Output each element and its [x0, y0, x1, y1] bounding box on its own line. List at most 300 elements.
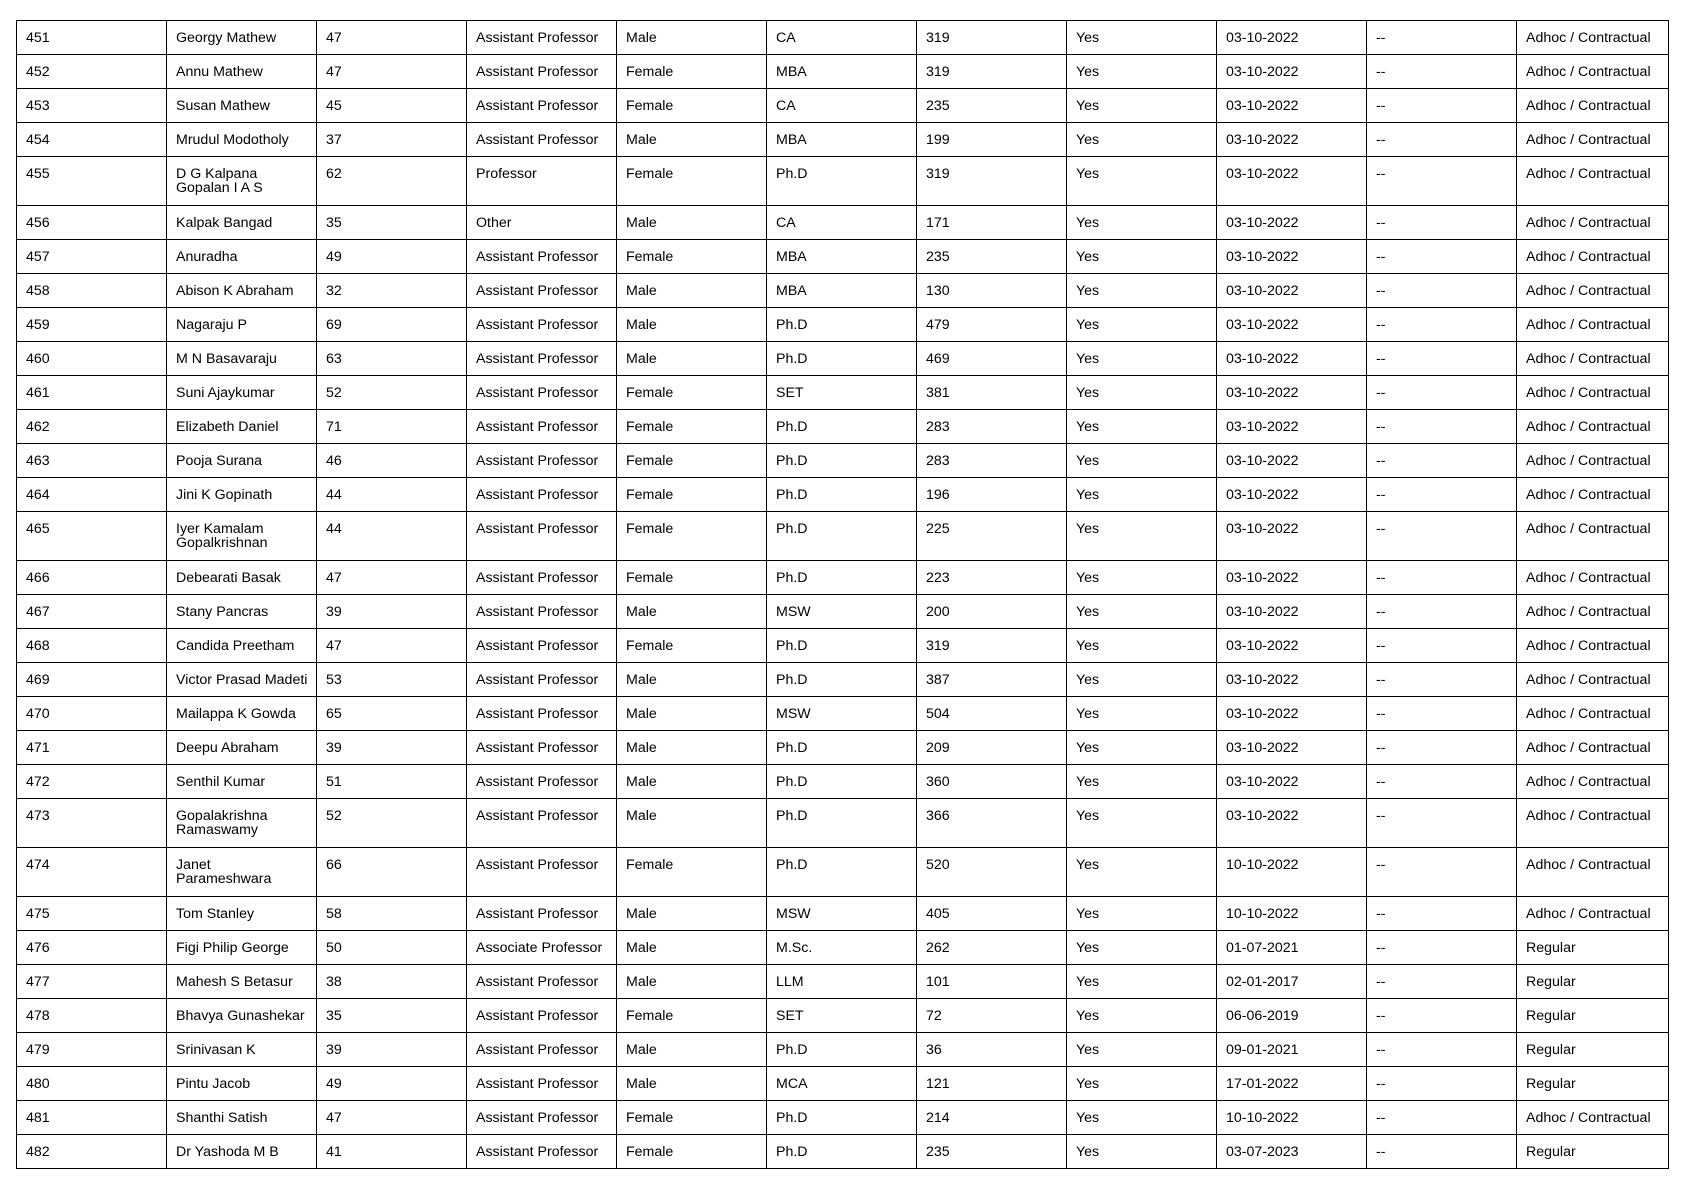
- joining-date-cell: 03-10-2022: [1217, 595, 1367, 629]
- qualification-cell: MSW: [767, 697, 917, 731]
- joining-date-cell: 03-10-2022: [1217, 376, 1367, 410]
- appointment-type-cell: Adhoc / Contractual: [1517, 765, 1669, 799]
- designation-cell: Assistant Professor: [467, 444, 617, 478]
- designation-cell: Assistant Professor: [467, 55, 617, 89]
- age-cell: 50: [317, 931, 467, 965]
- appointment-type-cell: Adhoc / Contractual: [1517, 512, 1669, 561]
- leaving-date-cell: --: [1367, 765, 1517, 799]
- qualification-cell: Ph.D: [767, 157, 917, 206]
- serial-number-cell: 472: [17, 765, 167, 799]
- serial-number-cell: 470: [17, 697, 167, 731]
- joining-date-cell: 02-01-2017: [1217, 965, 1367, 999]
- table-row: [17, 240, 1669, 274]
- table-row: [17, 123, 1669, 157]
- joining-date-cell: 03-10-2022: [1217, 410, 1367, 444]
- gender-cell: Female: [617, 89, 767, 123]
- appointment-type-cell: Adhoc / Contractual: [1517, 123, 1669, 157]
- gender-cell: Male: [617, 1033, 767, 1067]
- appointment-type-cell: Adhoc / Contractual: [1517, 595, 1669, 629]
- serial-number-cell: 459: [17, 308, 167, 342]
- designation-cell: Associate Professor: [467, 931, 617, 965]
- table-row: [17, 206, 1669, 240]
- age-cell: 47: [317, 21, 467, 55]
- age-cell: 51: [317, 765, 467, 799]
- status-cell: Yes: [1067, 123, 1217, 157]
- designation-cell: Assistant Professor: [467, 629, 617, 663]
- age-cell: 44: [317, 512, 467, 561]
- serial-number-cell: 453: [17, 89, 167, 123]
- qualification-cell: MCA: [767, 1067, 917, 1101]
- status-cell: Yes: [1067, 342, 1217, 376]
- status-cell: Yes: [1067, 157, 1217, 206]
- leaving-date-cell: --: [1367, 240, 1517, 274]
- age-cell: 71: [317, 410, 467, 444]
- qualification-cell: SET: [767, 999, 917, 1033]
- joining-date-cell: 01-07-2021: [1217, 931, 1367, 965]
- faculty-name-cell: Figi Philip George: [167, 931, 317, 965]
- table-row: [17, 21, 1669, 55]
- gender-cell: Male: [617, 308, 767, 342]
- experience-cell: 101: [917, 965, 1067, 999]
- age-cell: 45: [317, 89, 467, 123]
- serial-number-cell: 463: [17, 444, 167, 478]
- faculty-name-cell: Mahesh S Betasur: [167, 965, 317, 999]
- faculty-name-cell: Kalpak Bangad: [167, 206, 317, 240]
- serial-number-cell: 479: [17, 1033, 167, 1067]
- serial-number-cell: 475: [17, 897, 167, 931]
- experience-cell: 200: [917, 595, 1067, 629]
- leaving-date-cell: --: [1367, 731, 1517, 765]
- table-row: [17, 561, 1669, 595]
- gender-cell: Male: [617, 697, 767, 731]
- serial-number-cell: 481: [17, 1101, 167, 1135]
- serial-number-cell: 461: [17, 376, 167, 410]
- faculty-name-cell: Anuradha: [167, 240, 317, 274]
- serial-number-cell: 467: [17, 595, 167, 629]
- table-row: [17, 89, 1669, 123]
- leaving-date-cell: --: [1367, 21, 1517, 55]
- qualification-cell: MSW: [767, 595, 917, 629]
- faculty-name-cell: Stany Pancras: [167, 595, 317, 629]
- designation-cell: Assistant Professor: [467, 848, 617, 897]
- experience-cell: 360: [917, 765, 1067, 799]
- appointment-type-cell: Adhoc / Contractual: [1517, 274, 1669, 308]
- serial-number-cell: 471: [17, 731, 167, 765]
- leaving-date-cell: --: [1367, 512, 1517, 561]
- table-row: [17, 157, 1669, 206]
- designation-cell: Assistant Professor: [467, 512, 617, 561]
- faculty-name-cell: Mailappa K Gowda: [167, 697, 317, 731]
- status-cell: Yes: [1067, 1067, 1217, 1101]
- appointment-type-cell: Adhoc / Contractual: [1517, 410, 1669, 444]
- gender-cell: Male: [617, 731, 767, 765]
- table-row: [17, 512, 1669, 561]
- leaving-date-cell: --: [1367, 410, 1517, 444]
- status-cell: Yes: [1067, 410, 1217, 444]
- age-cell: 47: [317, 629, 467, 663]
- joining-date-cell: 03-10-2022: [1217, 123, 1367, 157]
- status-cell: Yes: [1067, 965, 1217, 999]
- joining-date-cell: 03-10-2022: [1217, 274, 1367, 308]
- faculty-name-cell: Iyer Kamalam Gopalkrishnan: [167, 512, 317, 561]
- qualification-cell: Ph.D: [767, 663, 917, 697]
- serial-number-cell: 480: [17, 1067, 167, 1101]
- faculty-name-cell: Victor Prasad Madeti: [167, 663, 317, 697]
- designation-cell: Other: [467, 206, 617, 240]
- age-cell: 35: [317, 999, 467, 1033]
- age-cell: 37: [317, 123, 467, 157]
- experience-cell: 504: [917, 697, 1067, 731]
- qualification-cell: M.Sc.: [767, 931, 917, 965]
- experience-cell: 366: [917, 799, 1067, 848]
- age-cell: 39: [317, 595, 467, 629]
- age-cell: 49: [317, 240, 467, 274]
- qualification-cell: Ph.D: [767, 410, 917, 444]
- designation-cell: Assistant Professor: [467, 1033, 617, 1067]
- qualification-cell: Ph.D: [767, 444, 917, 478]
- serial-number-cell: 452: [17, 55, 167, 89]
- serial-number-cell: 456: [17, 206, 167, 240]
- experience-cell: 196: [917, 478, 1067, 512]
- leaving-date-cell: --: [1367, 897, 1517, 931]
- age-cell: 53: [317, 663, 467, 697]
- qualification-cell: Ph.D: [767, 848, 917, 897]
- experience-cell: 319: [917, 55, 1067, 89]
- gender-cell: Male: [617, 123, 767, 157]
- table-row: [17, 999, 1669, 1033]
- joining-date-cell: 10-10-2022: [1217, 897, 1367, 931]
- gender-cell: Female: [617, 478, 767, 512]
- serial-number-cell: 457: [17, 240, 167, 274]
- faculty-name-cell: Janet Parameshwara: [167, 848, 317, 897]
- status-cell: Yes: [1067, 595, 1217, 629]
- experience-cell: 469: [917, 342, 1067, 376]
- appointment-type-cell: Adhoc / Contractual: [1517, 206, 1669, 240]
- designation-cell: Assistant Professor: [467, 274, 617, 308]
- joining-date-cell: 03-10-2022: [1217, 240, 1367, 274]
- leaving-date-cell: --: [1367, 55, 1517, 89]
- appointment-type-cell: Regular: [1517, 1135, 1669, 1169]
- leaving-date-cell: --: [1367, 965, 1517, 999]
- age-cell: 62: [317, 157, 467, 206]
- qualification-cell: LLM: [767, 965, 917, 999]
- designation-cell: Assistant Professor: [467, 21, 617, 55]
- joining-date-cell: 03-10-2022: [1217, 308, 1367, 342]
- joining-date-cell: 03-10-2022: [1217, 444, 1367, 478]
- appointment-type-cell: Adhoc / Contractual: [1517, 731, 1669, 765]
- table-row: [17, 931, 1669, 965]
- gender-cell: Female: [617, 444, 767, 478]
- serial-number-cell: 478: [17, 999, 167, 1033]
- leaving-date-cell: --: [1367, 123, 1517, 157]
- gender-cell: Male: [617, 799, 767, 848]
- joining-date-cell: 09-01-2021: [1217, 1033, 1367, 1067]
- table-row: [17, 731, 1669, 765]
- faculty-name-cell: Debearati Basak: [167, 561, 317, 595]
- faculty-name-cell: Jini K Gopinath: [167, 478, 317, 512]
- status-cell: Yes: [1067, 731, 1217, 765]
- faculty-name-cell: Elizabeth Daniel: [167, 410, 317, 444]
- experience-cell: 199: [917, 123, 1067, 157]
- qualification-cell: Ph.D: [767, 561, 917, 595]
- joining-date-cell: 03-10-2022: [1217, 697, 1367, 731]
- joining-date-cell: 03-10-2022: [1217, 799, 1367, 848]
- age-cell: 66: [317, 848, 467, 897]
- leaving-date-cell: --: [1367, 799, 1517, 848]
- gender-cell: Male: [617, 897, 767, 931]
- serial-number-cell: 469: [17, 663, 167, 697]
- joining-date-cell: 06-06-2019: [1217, 999, 1367, 1033]
- leaving-date-cell: --: [1367, 342, 1517, 376]
- appointment-type-cell: Adhoc / Contractual: [1517, 629, 1669, 663]
- qualification-cell: Ph.D: [767, 1135, 917, 1169]
- table-row: [17, 799, 1669, 848]
- serial-number-cell: 473: [17, 799, 167, 848]
- status-cell: Yes: [1067, 55, 1217, 89]
- table-row: [17, 897, 1669, 931]
- serial-number-cell: 468: [17, 629, 167, 663]
- age-cell: 39: [317, 731, 467, 765]
- designation-cell: Assistant Professor: [467, 965, 617, 999]
- status-cell: Yes: [1067, 206, 1217, 240]
- designation-cell: Assistant Professor: [467, 999, 617, 1033]
- gender-cell: Female: [617, 376, 767, 410]
- age-cell: 32: [317, 274, 467, 308]
- gender-cell: Male: [617, 342, 767, 376]
- age-cell: 47: [317, 1101, 467, 1135]
- qualification-cell: Ph.D: [767, 799, 917, 848]
- appointment-type-cell: Adhoc / Contractual: [1517, 240, 1669, 274]
- serial-number-cell: 460: [17, 342, 167, 376]
- appointment-type-cell: Adhoc / Contractual: [1517, 342, 1669, 376]
- appointment-type-cell: Adhoc / Contractual: [1517, 478, 1669, 512]
- age-cell: 44: [317, 478, 467, 512]
- table-row: [17, 765, 1669, 799]
- table-row: [17, 663, 1669, 697]
- table-row: [17, 410, 1669, 444]
- status-cell: Yes: [1067, 848, 1217, 897]
- qualification-cell: MBA: [767, 123, 917, 157]
- age-cell: 39: [317, 1033, 467, 1067]
- joining-date-cell: 03-10-2022: [1217, 89, 1367, 123]
- joining-date-cell: 03-10-2022: [1217, 478, 1367, 512]
- faculty-name-cell: Annu Mathew: [167, 55, 317, 89]
- status-cell: Yes: [1067, 308, 1217, 342]
- experience-cell: 381: [917, 376, 1067, 410]
- designation-cell: Assistant Professor: [467, 663, 617, 697]
- leaving-date-cell: --: [1367, 157, 1517, 206]
- joining-date-cell: 03-10-2022: [1217, 561, 1367, 595]
- document-page: [16, 20, 1668, 1169]
- status-cell: Yes: [1067, 1033, 1217, 1067]
- qualification-cell: Ph.D: [767, 478, 917, 512]
- status-cell: Yes: [1067, 765, 1217, 799]
- appointment-type-cell: Adhoc / Contractual: [1517, 157, 1669, 206]
- appointment-type-cell: Adhoc / Contractual: [1517, 697, 1669, 731]
- appointment-type-cell: Adhoc / Contractual: [1517, 89, 1669, 123]
- gender-cell: Male: [617, 663, 767, 697]
- leaving-date-cell: --: [1367, 444, 1517, 478]
- gender-cell: Female: [617, 55, 767, 89]
- joining-date-cell: 03-10-2022: [1217, 663, 1367, 697]
- leaving-date-cell: --: [1367, 89, 1517, 123]
- appointment-type-cell: Regular: [1517, 1067, 1669, 1101]
- designation-cell: Assistant Professor: [467, 1135, 617, 1169]
- gender-cell: Female: [617, 410, 767, 444]
- designation-cell: Assistant Professor: [467, 697, 617, 731]
- designation-cell: Assistant Professor: [467, 595, 617, 629]
- table-row: [17, 274, 1669, 308]
- gender-cell: Male: [617, 274, 767, 308]
- leaving-date-cell: --: [1367, 478, 1517, 512]
- serial-number-cell: 482: [17, 1135, 167, 1169]
- joining-date-cell: 03-10-2022: [1217, 342, 1367, 376]
- table-row: [17, 697, 1669, 731]
- leaving-date-cell: --: [1367, 697, 1517, 731]
- age-cell: 47: [317, 561, 467, 595]
- appointment-type-cell: Adhoc / Contractual: [1517, 376, 1669, 410]
- joining-date-cell: 03-10-2022: [1217, 731, 1367, 765]
- gender-cell: Male: [617, 931, 767, 965]
- designation-cell: Assistant Professor: [467, 478, 617, 512]
- status-cell: Yes: [1067, 663, 1217, 697]
- qualification-cell: Ph.D: [767, 308, 917, 342]
- joining-date-cell: 03-10-2022: [1217, 21, 1367, 55]
- experience-cell: 235: [917, 1135, 1067, 1169]
- designation-cell: Assistant Professor: [467, 123, 617, 157]
- status-cell: Yes: [1067, 799, 1217, 848]
- qualification-cell: CA: [767, 89, 917, 123]
- faculty-name-cell: Susan Mathew: [167, 89, 317, 123]
- experience-cell: 235: [917, 240, 1067, 274]
- qualification-cell: CA: [767, 206, 917, 240]
- faculty-name-cell: Pooja Surana: [167, 444, 317, 478]
- leaving-date-cell: --: [1367, 1101, 1517, 1135]
- age-cell: 69: [317, 308, 467, 342]
- faculty-name-cell: Tom Stanley: [167, 897, 317, 931]
- faculty-name-cell: Bhavya Gunashekar: [167, 999, 317, 1033]
- appointment-type-cell: Adhoc / Contractual: [1517, 663, 1669, 697]
- table-row: [17, 595, 1669, 629]
- appointment-type-cell: Adhoc / Contractual: [1517, 1101, 1669, 1135]
- status-cell: Yes: [1067, 89, 1217, 123]
- gender-cell: Female: [617, 561, 767, 595]
- status-cell: Yes: [1067, 999, 1217, 1033]
- faculty-name-cell: Dr Yashoda M B: [167, 1135, 317, 1169]
- qualification-cell: Ph.D: [767, 629, 917, 663]
- faculty-table: [16, 20, 1669, 1169]
- gender-cell: Male: [617, 765, 767, 799]
- designation-cell: Assistant Professor: [467, 765, 617, 799]
- joining-date-cell: 10-10-2022: [1217, 848, 1367, 897]
- experience-cell: 72: [917, 999, 1067, 1033]
- experience-cell: 262: [917, 931, 1067, 965]
- status-cell: Yes: [1067, 1101, 1217, 1135]
- joining-date-cell: 03-10-2022: [1217, 512, 1367, 561]
- experience-cell: 319: [917, 21, 1067, 55]
- appointment-type-cell: Adhoc / Contractual: [1517, 444, 1669, 478]
- faculty-name-cell: Senthil Kumar: [167, 765, 317, 799]
- table-row: [17, 444, 1669, 478]
- status-cell: Yes: [1067, 697, 1217, 731]
- age-cell: 46: [317, 444, 467, 478]
- gender-cell: Female: [617, 512, 767, 561]
- joining-date-cell: 10-10-2022: [1217, 1101, 1367, 1135]
- age-cell: 65: [317, 697, 467, 731]
- appointment-type-cell: Regular: [1517, 965, 1669, 999]
- status-cell: Yes: [1067, 629, 1217, 663]
- age-cell: 52: [317, 799, 467, 848]
- leaving-date-cell: --: [1367, 629, 1517, 663]
- qualification-cell: SET: [767, 376, 917, 410]
- appointment-type-cell: Regular: [1517, 931, 1669, 965]
- appointment-type-cell: Adhoc / Contractual: [1517, 848, 1669, 897]
- leaving-date-cell: --: [1367, 1135, 1517, 1169]
- leaving-date-cell: --: [1367, 848, 1517, 897]
- designation-cell: Assistant Professor: [467, 561, 617, 595]
- qualification-cell: MBA: [767, 55, 917, 89]
- experience-cell: 283: [917, 410, 1067, 444]
- age-cell: 35: [317, 206, 467, 240]
- gender-cell: Female: [617, 999, 767, 1033]
- serial-number-cell: 464: [17, 478, 167, 512]
- status-cell: Yes: [1067, 21, 1217, 55]
- status-cell: Yes: [1067, 897, 1217, 931]
- experience-cell: 225: [917, 512, 1067, 561]
- table-row: [17, 478, 1669, 512]
- qualification-cell: Ph.D: [767, 765, 917, 799]
- experience-cell: 405: [917, 897, 1067, 931]
- faculty-name-cell: Srinivasan K: [167, 1033, 317, 1067]
- status-cell: Yes: [1067, 561, 1217, 595]
- designation-cell: Assistant Professor: [467, 240, 617, 274]
- qualification-cell: Ph.D: [767, 1033, 917, 1067]
- faculty-name-cell: Deepu Abraham: [167, 731, 317, 765]
- leaving-date-cell: --: [1367, 595, 1517, 629]
- experience-cell: 209: [917, 731, 1067, 765]
- qualification-cell: Ph.D: [767, 1101, 917, 1135]
- qualification-cell: CA: [767, 21, 917, 55]
- appointment-type-cell: Regular: [1517, 999, 1669, 1033]
- experience-cell: 479: [917, 308, 1067, 342]
- serial-number-cell: 465: [17, 512, 167, 561]
- leaving-date-cell: --: [1367, 376, 1517, 410]
- joining-date-cell: 03-10-2022: [1217, 765, 1367, 799]
- gender-cell: Female: [617, 240, 767, 274]
- joining-date-cell: 03-10-2022: [1217, 55, 1367, 89]
- experience-cell: 130: [917, 274, 1067, 308]
- faculty-name-cell: Gopalakrishna Ramaswamy: [167, 799, 317, 848]
- faculty-name-cell: Shanthi Satish: [167, 1101, 317, 1135]
- table-row: [17, 629, 1669, 663]
- serial-number-cell: 454: [17, 123, 167, 157]
- designation-cell: Assistant Professor: [467, 897, 617, 931]
- serial-number-cell: 462: [17, 410, 167, 444]
- experience-cell: 319: [917, 157, 1067, 206]
- designation-cell: Assistant Professor: [467, 308, 617, 342]
- faculty-name-cell: D G Kalpana Gopalan I A S: [167, 157, 317, 206]
- experience-cell: 121: [917, 1067, 1067, 1101]
- designation-cell: Assistant Professor: [467, 799, 617, 848]
- age-cell: 52: [317, 376, 467, 410]
- experience-cell: 319: [917, 629, 1067, 663]
- leaving-date-cell: --: [1367, 931, 1517, 965]
- appointment-type-cell: Regular: [1517, 1033, 1669, 1067]
- faculty-name-cell: Pintu Jacob: [167, 1067, 317, 1101]
- designation-cell: Assistant Professor: [467, 1067, 617, 1101]
- leaving-date-cell: --: [1367, 999, 1517, 1033]
- qualification-cell: Ph.D: [767, 512, 917, 561]
